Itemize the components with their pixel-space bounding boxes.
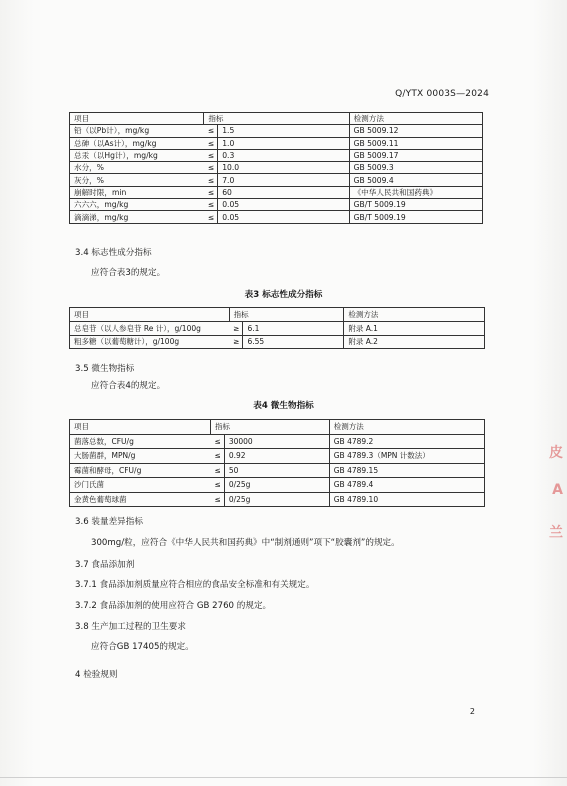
table-header-row	[70, 113, 483, 125]
table-row	[70, 478, 485, 493]
row-value: 1.0	[218, 137, 349, 149]
row-value: 10.0	[218, 162, 349, 174]
row-value: 6.1	[243, 321, 344, 335]
header-method: 检测方法	[329, 420, 484, 435]
row-value: 60	[218, 186, 349, 198]
row-method: GB 5009.17	[349, 149, 482, 161]
spec-table-marker-components	[69, 307, 485, 349]
row-item: 灰分，%	[70, 174, 204, 186]
row-method: GB 4789.2	[329, 434, 484, 449]
row-method: GB 5009.12	[349, 125, 482, 137]
row-symbol: ≥	[229, 335, 243, 349]
row-method: GB 5009.4	[349, 174, 482, 186]
row-symbol: ≥	[229, 321, 243, 335]
section-3-7-heading: 3.7 食品添加剂	[75, 560, 135, 570]
row-item: 六六六，mg/kg	[70, 199, 204, 211]
table3-caption: 表3 标志性成分指标	[244, 290, 323, 300]
row-symbol: ≤	[204, 149, 218, 161]
header-index: 指标	[204, 113, 349, 125]
row-value: 0.05	[218, 211, 349, 223]
table-row	[70, 463, 485, 478]
section-3-4-text: 应符合表3的规定。	[91, 268, 166, 278]
header-method: 检测方法	[349, 113, 482, 125]
table-row	[70, 149, 483, 161]
section-3-4-heading: 3.4 标志性成分指标	[75, 248, 152, 258]
row-item: 总汞（以Hg计），mg/kg	[70, 149, 204, 161]
spec-table-contaminants	[69, 112, 483, 224]
page-number: 2	[469, 707, 475, 716]
header-item: 项目	[70, 308, 230, 322]
row-symbol: ≤	[204, 162, 218, 174]
row-item: 总皂苷（以人参皂苷 Re 计），g/100g	[70, 321, 230, 335]
section-4-heading: 4 检验规则	[75, 670, 118, 680]
row-symbol: ≤	[211, 478, 225, 493]
table-row	[70, 449, 485, 464]
row-symbol: ≤	[211, 463, 225, 478]
row-symbol: ≤	[211, 449, 225, 464]
table4-caption: 表4 微生物指标	[253, 401, 314, 411]
row-method: 附录 A.1	[344, 321, 485, 335]
row-method: GB 4789.3（MPN 计数法）	[329, 449, 484, 464]
row-method: GB/T 5009.19	[349, 211, 482, 223]
row-item: 菌落总数，CFU/g	[70, 434, 211, 449]
seal-stamp-fragment-1: 皮	[549, 445, 563, 461]
row-symbol: ≤	[204, 186, 218, 198]
row-item: 铅（以Pb计），mg/kg	[70, 125, 204, 137]
row-symbol: ≤	[211, 434, 225, 449]
table-header-row	[70, 308, 485, 322]
table-row	[70, 335, 485, 349]
header-method: 检测方法	[344, 308, 485, 322]
table-row	[70, 211, 483, 223]
table-row	[70, 321, 485, 335]
row-value: 6.55	[243, 335, 344, 349]
section-3-5-heading: 3.5 微生物指标	[75, 364, 135, 374]
table-row	[70, 137, 483, 149]
row-value: 0.3	[218, 149, 349, 161]
section-3-6-text: 300mg/粒，应符合《中华人民共和国药典》中“制剂通则”项下“胶囊剂”的规定。	[91, 538, 400, 548]
row-value: 0.92	[224, 449, 329, 464]
row-value: 7.0	[218, 174, 349, 186]
row-value: 0/25g	[224, 492, 329, 507]
section-3-6-heading: 3.6 装量差异指标	[75, 517, 143, 527]
table-row	[70, 186, 483, 198]
spec-table-microbial	[69, 419, 485, 507]
table-row	[70, 434, 485, 449]
row-method: 附录 A.2	[344, 335, 485, 349]
row-method: GB 5009.11	[349, 137, 482, 149]
header-item: 项目	[70, 420, 211, 435]
section-3-7-1-text: 3.7.1 食品添加剂质量应符合相应的食品安全标准和有关规定。	[75, 580, 315, 590]
section-3-5-text: 应符合表4的规定。	[91, 381, 166, 391]
row-method: GB 4789.4	[329, 478, 484, 493]
row-value: 0.05	[218, 199, 349, 211]
row-method: GB 4789.15	[329, 463, 484, 478]
header-index: 指标	[229, 308, 344, 322]
row-item: 滴滴涕，mg/kg	[70, 211, 204, 223]
row-symbol: ≤	[204, 174, 218, 186]
table-row	[70, 125, 483, 137]
row-symbol: ≤	[211, 492, 225, 507]
table-row	[70, 492, 485, 507]
row-symbol: ≤	[204, 125, 218, 137]
table-row	[70, 174, 483, 186]
section-3-8-heading: 3.8 生产加工过程的卫生要求	[75, 622, 186, 632]
header-index: 指标	[211, 420, 330, 435]
table-row	[70, 162, 483, 174]
row-item: 崩解时限，min	[70, 186, 204, 198]
row-value: 30000	[224, 434, 329, 449]
row-item: 水分，%	[70, 162, 204, 174]
section-3-8-text: 应符合GB 17405的规定。	[91, 642, 194, 652]
row-item: 总砷（以As计），mg/kg	[70, 137, 204, 149]
section-3-7-2-text: 3.7.2 食品添加剂的使用应符合 GB 2760 的规定。	[75, 601, 272, 611]
row-value: 1.5	[218, 125, 349, 137]
row-symbol: ≤	[204, 199, 218, 211]
row-symbol: ≤	[204, 137, 218, 149]
row-item: 粗多糖（以葡萄糖计），g/100g	[70, 335, 230, 349]
row-item: 沙门氏菌	[70, 478, 211, 493]
row-value: 0/25g	[224, 478, 329, 493]
header-item: 项目	[70, 113, 204, 125]
row-item: 金黄色葡萄球菌	[70, 492, 211, 507]
row-method: GB 5009.3	[349, 162, 482, 174]
seal-stamp-fragment-3: 兰	[549, 525, 563, 541]
row-method: GB/T 5009.19	[349, 199, 482, 211]
row-method: GB 4789.10	[329, 492, 484, 507]
table-header-row	[70, 420, 485, 435]
row-value: 50	[224, 463, 329, 478]
table-row	[70, 199, 483, 211]
row-item: 霉菌和酵母，CFU/g	[70, 463, 211, 478]
seal-stamp-fragment-2: A	[552, 482, 563, 498]
row-item: 大肠菌群，MPN/g	[70, 449, 211, 464]
bottom-edge-line	[0, 777, 567, 778]
row-method: 《中华人民共和国药典》	[349, 186, 482, 198]
document-code: Q/YTX 0003S—2024	[395, 89, 489, 99]
row-symbol: ≤	[204, 211, 218, 223]
